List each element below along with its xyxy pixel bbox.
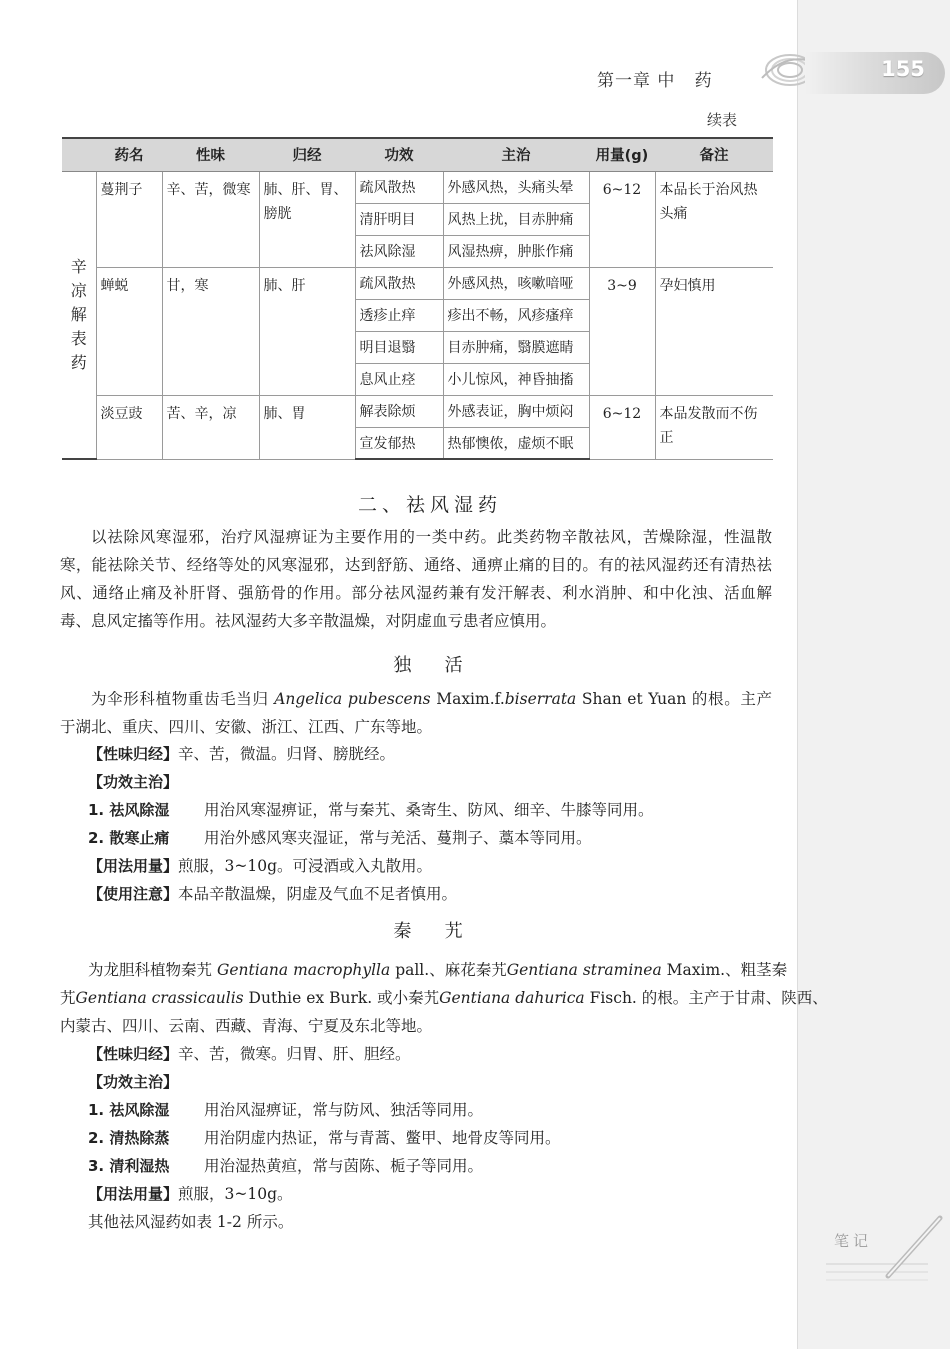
category-char: 凉 bbox=[70, 280, 87, 300]
latin-name: Angelica pubescens bbox=[274, 690, 431, 708]
category-char: 药 bbox=[70, 352, 87, 372]
category-char: 解 bbox=[70, 304, 87, 324]
herb-effect: 祛风除湿 bbox=[355, 235, 443, 267]
header-indication: 主治 bbox=[443, 138, 589, 171]
herb-source-qinjiao-line2 bbox=[60, 984, 828, 1012]
nature-text: 辛、苦，微寒。归胃、肝、胆经。 bbox=[178, 1045, 411, 1063]
herb-indication: 目赤肿痛，翳膜遮睛 bbox=[443, 331, 589, 363]
herb-effect: 疏风散热 bbox=[355, 171, 443, 203]
section-title: 二、祛风湿药 bbox=[357, 494, 502, 516]
herb-note: 本品发散而不伤正 bbox=[655, 395, 773, 459]
latin-name: Gentiana straminea bbox=[506, 961, 662, 979]
header-effect: 功效 bbox=[355, 138, 443, 171]
herb-nature: 苦、辛，凉 bbox=[162, 395, 259, 459]
notes-label: 笔记 bbox=[834, 1232, 873, 1250]
category-char: 表 bbox=[70, 328, 87, 348]
table-row bbox=[62, 171, 773, 203]
usage-line-duhuo bbox=[88, 852, 432, 880]
table-row bbox=[62, 267, 773, 299]
function-item-text: 用治湿热黄疸，常与茵陈、栀子等同用。 bbox=[204, 1157, 484, 1175]
latin-name: biserrata bbox=[504, 690, 577, 708]
source-text: Fisch. 的根。主产于甘肃、陕西、 bbox=[589, 989, 828, 1007]
nature-label: 【性味归经】 bbox=[88, 745, 179, 763]
herb-effect: 透疹止痒 bbox=[355, 299, 443, 331]
header-nature: 性味 bbox=[162, 138, 259, 171]
herb-title-qinjiao: 秦 艽 bbox=[393, 921, 467, 942]
closing-line: 其他祛风湿药如表 1-2 所示。 bbox=[88, 1213, 294, 1231]
herb-nature: 辛、苦，微寒 bbox=[162, 171, 259, 267]
herb-dosage: 6~12 bbox=[589, 171, 655, 267]
herb-effect: 明目退翳 bbox=[355, 331, 443, 363]
source-text: Shan et Yuan 的根。主产于湖北、重庆、四川、安徽、浙江、江西、广东等地。 bbox=[60, 690, 772, 736]
herb-indication: 外感表证，胸中烦闷 bbox=[443, 395, 589, 427]
usage-label: 【用法用量】 bbox=[88, 857, 179, 875]
herb-dosage: 3~9 bbox=[589, 267, 655, 395]
herb-table bbox=[62, 137, 773, 460]
herb-meridian: 肺、胃 bbox=[259, 395, 355, 459]
function-item bbox=[88, 1124, 561, 1152]
source-text: Maxim.、粗茎秦 bbox=[666, 961, 788, 979]
usage-label: 【用法用量】 bbox=[88, 1185, 179, 1203]
section-intro: 以祛除风寒湿邪，治疗风湿痹证为主要作用的一类中药。此类药物辛散祛风，苦燥除湿，性温散寒，能祛除关节、经络等处的风寒湿邪，达到舒筋、通络、通痹止痛的目的。有的祛风湿药还有清热祛风、通络止痛及补肝肾、强筋骨的作用。部分祛风湿药兼有发汗解表、利水消肿、和中化浊、活血解毒、息风定搐等作用。祛风湿药大多辛散温燥，对阴虚血亏患者应慎用。 bbox=[60, 528, 772, 630]
header-meridian: 归经 bbox=[259, 138, 355, 171]
function-item-label: 1. 祛风除湿 bbox=[88, 1101, 170, 1119]
source-text: 艽 bbox=[60, 989, 76, 1007]
herb-indication: 风热上扰，目赤肿痛 bbox=[443, 203, 589, 235]
function-item-text: 用治风寒湿痹证，常与秦艽、桑寄生、防风、细辛、牛膝等同用。 bbox=[204, 801, 654, 819]
source-text: 为伞形科植物重齿毛当归 bbox=[91, 690, 269, 708]
header-dosage: 用量(g) bbox=[589, 138, 655, 171]
category-cell bbox=[62, 171, 96, 459]
usage-text: 煎服，3~10g。可浸酒或入丸散用。 bbox=[178, 857, 433, 875]
source-text: Maxim.f. bbox=[436, 690, 505, 708]
function-item bbox=[88, 1152, 483, 1180]
caution-text: 本品辛散温燥，阴虚及气血不足者慎用。 bbox=[178, 885, 458, 903]
source-text: Duthie ex Burk. 或小秦艽 bbox=[248, 989, 440, 1007]
chapter-heading: 第一章 中 药 bbox=[597, 71, 713, 91]
latin-name: Gentiana dahurica bbox=[439, 989, 585, 1007]
function-item-text: 用治阴虚内热证，常与青蒿、鳖甲、地骨皮等同用。 bbox=[204, 1129, 561, 1147]
herb-effect: 清肝明目 bbox=[355, 203, 443, 235]
function-item-label: 2. 清热除蒸 bbox=[88, 1129, 170, 1147]
herb-indication: 小儿惊风，神昏抽搐 bbox=[443, 363, 589, 395]
herb-indication: 外感风热，咳嗽喑哑 bbox=[443, 267, 589, 299]
function-item bbox=[88, 796, 654, 824]
herb-indication: 疹出不畅，风疹瘙痒 bbox=[443, 299, 589, 331]
function-label-duhuo bbox=[88, 768, 178, 796]
function-item-text: 用治风湿痹证，常与防风、独活等同用。 bbox=[204, 1101, 484, 1119]
table-row bbox=[62, 395, 773, 427]
herb-note: 本品长于治风热头痛 bbox=[655, 171, 773, 267]
table-continued-label: 续表 bbox=[707, 111, 738, 129]
source-text: pall.、麻花秦艽 bbox=[395, 961, 507, 979]
herb-name: 蔓荆子 bbox=[96, 171, 162, 267]
nature-line-duhuo bbox=[88, 740, 395, 768]
nature-text: 辛、苦，微温。归肾、膀胱经。 bbox=[178, 745, 396, 763]
herb-title-duhuo: 独 活 bbox=[393, 655, 467, 676]
usage-text: 煎服，3~10g。 bbox=[178, 1185, 293, 1203]
page-number: 155 bbox=[881, 57, 925, 81]
caution-label: 【使用注意】 bbox=[88, 885, 179, 903]
source-text: 为龙胆科植物秦艽 bbox=[88, 961, 213, 979]
herb-nature: 甘，寒 bbox=[162, 267, 259, 395]
herb-indication: 风湿热痹，肿胀作痛 bbox=[443, 235, 589, 267]
nature-line-qinjiao bbox=[88, 1040, 411, 1068]
function-item-label: 3. 清利湿热 bbox=[88, 1157, 170, 1175]
herb-effect: 解表除烦 bbox=[355, 395, 443, 427]
table-header-row bbox=[62, 138, 773, 171]
usage-line-qinjiao bbox=[88, 1180, 293, 1208]
header-note: 备注 bbox=[655, 138, 773, 171]
function-item-text: 用治外感风寒夹湿证，常与羌活、蔓荆子、藁本等同用。 bbox=[204, 829, 592, 847]
function-item-label: 1. 祛风除湿 bbox=[88, 801, 170, 819]
caution-line-duhuo bbox=[88, 880, 457, 908]
function-label: 【功效主治】 bbox=[88, 773, 179, 791]
herb-name: 淡豆豉 bbox=[96, 395, 162, 459]
herb-source-qinjiao-line1 bbox=[88, 956, 787, 984]
function-item bbox=[88, 824, 592, 852]
header-category bbox=[62, 138, 96, 171]
herb-indication: 热郁懊侬，虚烦不眠 bbox=[443, 427, 589, 459]
herb-meridian: 肺、肝、胃、膀胱 bbox=[259, 171, 355, 267]
herb-source-duhuo bbox=[60, 685, 772, 741]
function-item-label: 2. 散寒止痛 bbox=[88, 829, 170, 847]
herb-note: 孕妇慎用 bbox=[655, 267, 773, 395]
herb-dosage: 6~12 bbox=[589, 395, 655, 459]
header-name: 药名 bbox=[96, 138, 162, 171]
herb-name: 蝉蜕 bbox=[96, 267, 162, 395]
herb-effect: 疏风散热 bbox=[355, 267, 443, 299]
latin-name: Gentiana crassicaulis bbox=[75, 989, 244, 1007]
herb-source-qinjiao-line3: 内蒙古、四川、云南、西藏、青海、宁夏及东北等地。 bbox=[60, 1017, 433, 1035]
herb-effect: 宣发郁热 bbox=[355, 427, 443, 459]
function-label-qinjiao bbox=[88, 1068, 178, 1096]
category-char: 辛 bbox=[70, 256, 87, 276]
function-item bbox=[88, 1096, 483, 1124]
herb-effect: 息风止痉 bbox=[355, 363, 443, 395]
function-label: 【功效主治】 bbox=[88, 1073, 179, 1091]
herb-indication: 外感风热，头痛头晕 bbox=[443, 171, 589, 203]
herb-meridian: 肺、肝 bbox=[259, 267, 355, 395]
nature-label: 【性味归经】 bbox=[88, 1045, 179, 1063]
latin-name: Gentiana macrophylla bbox=[216, 961, 391, 979]
